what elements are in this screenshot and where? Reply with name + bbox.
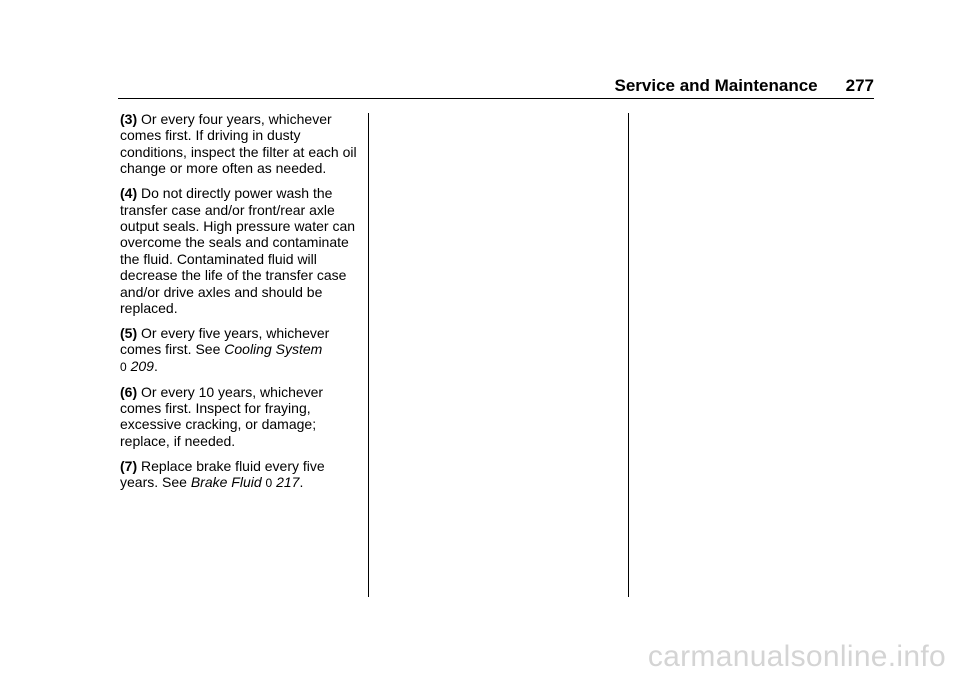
footnote-text: Or every five years, whichever comes first. See xyxy=(120,324,330,358)
footnote-number: (5) xyxy=(120,324,138,341)
footnote-number: (4) xyxy=(120,185,138,202)
cross-reference-link[interactable]: Brake Fluid xyxy=(190,474,262,491)
footnote-end: . xyxy=(153,357,158,374)
footnote-7 xyxy=(120,458,360,492)
column-divider-2 xyxy=(628,113,629,597)
footnote-number: (3) xyxy=(120,111,138,127)
footnote-end: . xyxy=(299,474,304,491)
page-header xyxy=(118,70,874,96)
section-title: Service and Maintenance xyxy=(614,76,818,95)
notes-column xyxy=(120,111,360,500)
watermark: carmanualsonline.info xyxy=(647,640,946,673)
header-divider xyxy=(118,98,874,99)
page-reference[interactable]: 209 xyxy=(130,357,154,374)
column-divider-1 xyxy=(368,113,369,597)
footnote-text: Or every four years, whichever comes first. If driving in dusty conditions, inspect the filter at each oil change or more often as needed. xyxy=(120,111,357,177)
page-arrow-icon: 0 xyxy=(120,359,127,374)
page-reference[interactable]: 217 xyxy=(276,474,300,491)
footnote-text: Replace brake fluid every five years. See xyxy=(120,457,325,491)
footnote-4 xyxy=(120,185,360,316)
footnote-text: Or every 10 years, whichever comes first. Inspect for fraying, excessive cracking, or damage; replace, if needed. xyxy=(120,383,324,449)
footnote-6 xyxy=(120,384,360,450)
page-arrow-icon: 0 xyxy=(265,476,273,491)
page-number: 277 xyxy=(845,76,874,95)
footnote-3 xyxy=(120,111,360,177)
footnote-text: Do not directly power wash the transfer case and/or front/rear axle output seals. High pressure water can overcome the seals and contaminate the fluid. Contaminated fluid will decrease the life of the transfer case and/or drive axles and should be replaced. xyxy=(120,185,356,316)
footnote-number: (6) xyxy=(120,383,138,400)
cross-reference-link[interactable]: Cooling System xyxy=(224,341,323,358)
footnote-number: (7) xyxy=(120,457,138,474)
footnote-5 xyxy=(120,325,360,375)
